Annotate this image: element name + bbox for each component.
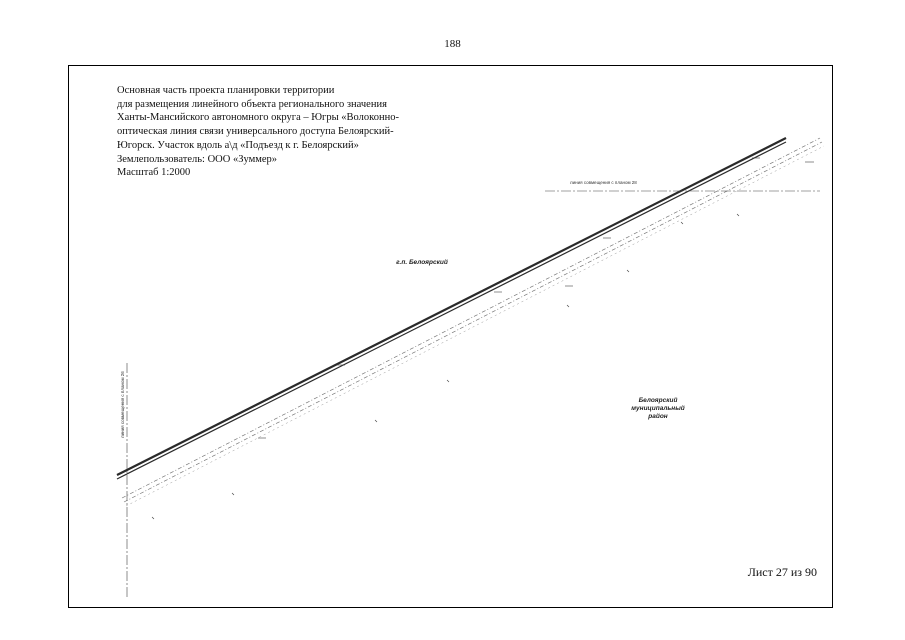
settlement-label: г.п. Белоярский xyxy=(396,259,448,266)
corridor-line-2 xyxy=(124,142,822,502)
match-line-top-label: линия совмещения с планом 28 xyxy=(570,180,637,185)
sheet-label: Лист 27 из 90 xyxy=(747,565,817,579)
title-line: Югорск. Участок вдоль а\д «Подъезд к г. Белоярский» xyxy=(117,139,359,151)
district-label-line1: Белоярский xyxy=(638,397,678,404)
title-line: Ханты-Мансийского автономного округа – Югры «Волоконно- xyxy=(117,112,399,124)
road-edge-lower xyxy=(117,142,786,479)
land-user-line: Землепользователь: ООО «Зуммер» xyxy=(117,153,278,165)
district-label-line3: район xyxy=(648,413,668,420)
scale-line: Масштаб 1:2000 xyxy=(117,167,191,179)
corridor-line-3 xyxy=(126,146,824,506)
title-line: Основная часть проекта планировки территории xyxy=(117,85,335,96)
survey-marks xyxy=(152,158,814,519)
title-line: для размещения линейного объекта регионального значения xyxy=(117,98,387,110)
title-line: оптическая линия связи универсального доступа Белоярский- xyxy=(117,126,394,138)
corridor-line-1 xyxy=(122,138,820,498)
road-edge-upper xyxy=(117,138,786,475)
match-line-left-label: линия совмещения с планом 26 xyxy=(120,371,125,438)
page-number: 188 xyxy=(444,38,461,50)
district-label-line2: муниципальный xyxy=(631,405,685,412)
